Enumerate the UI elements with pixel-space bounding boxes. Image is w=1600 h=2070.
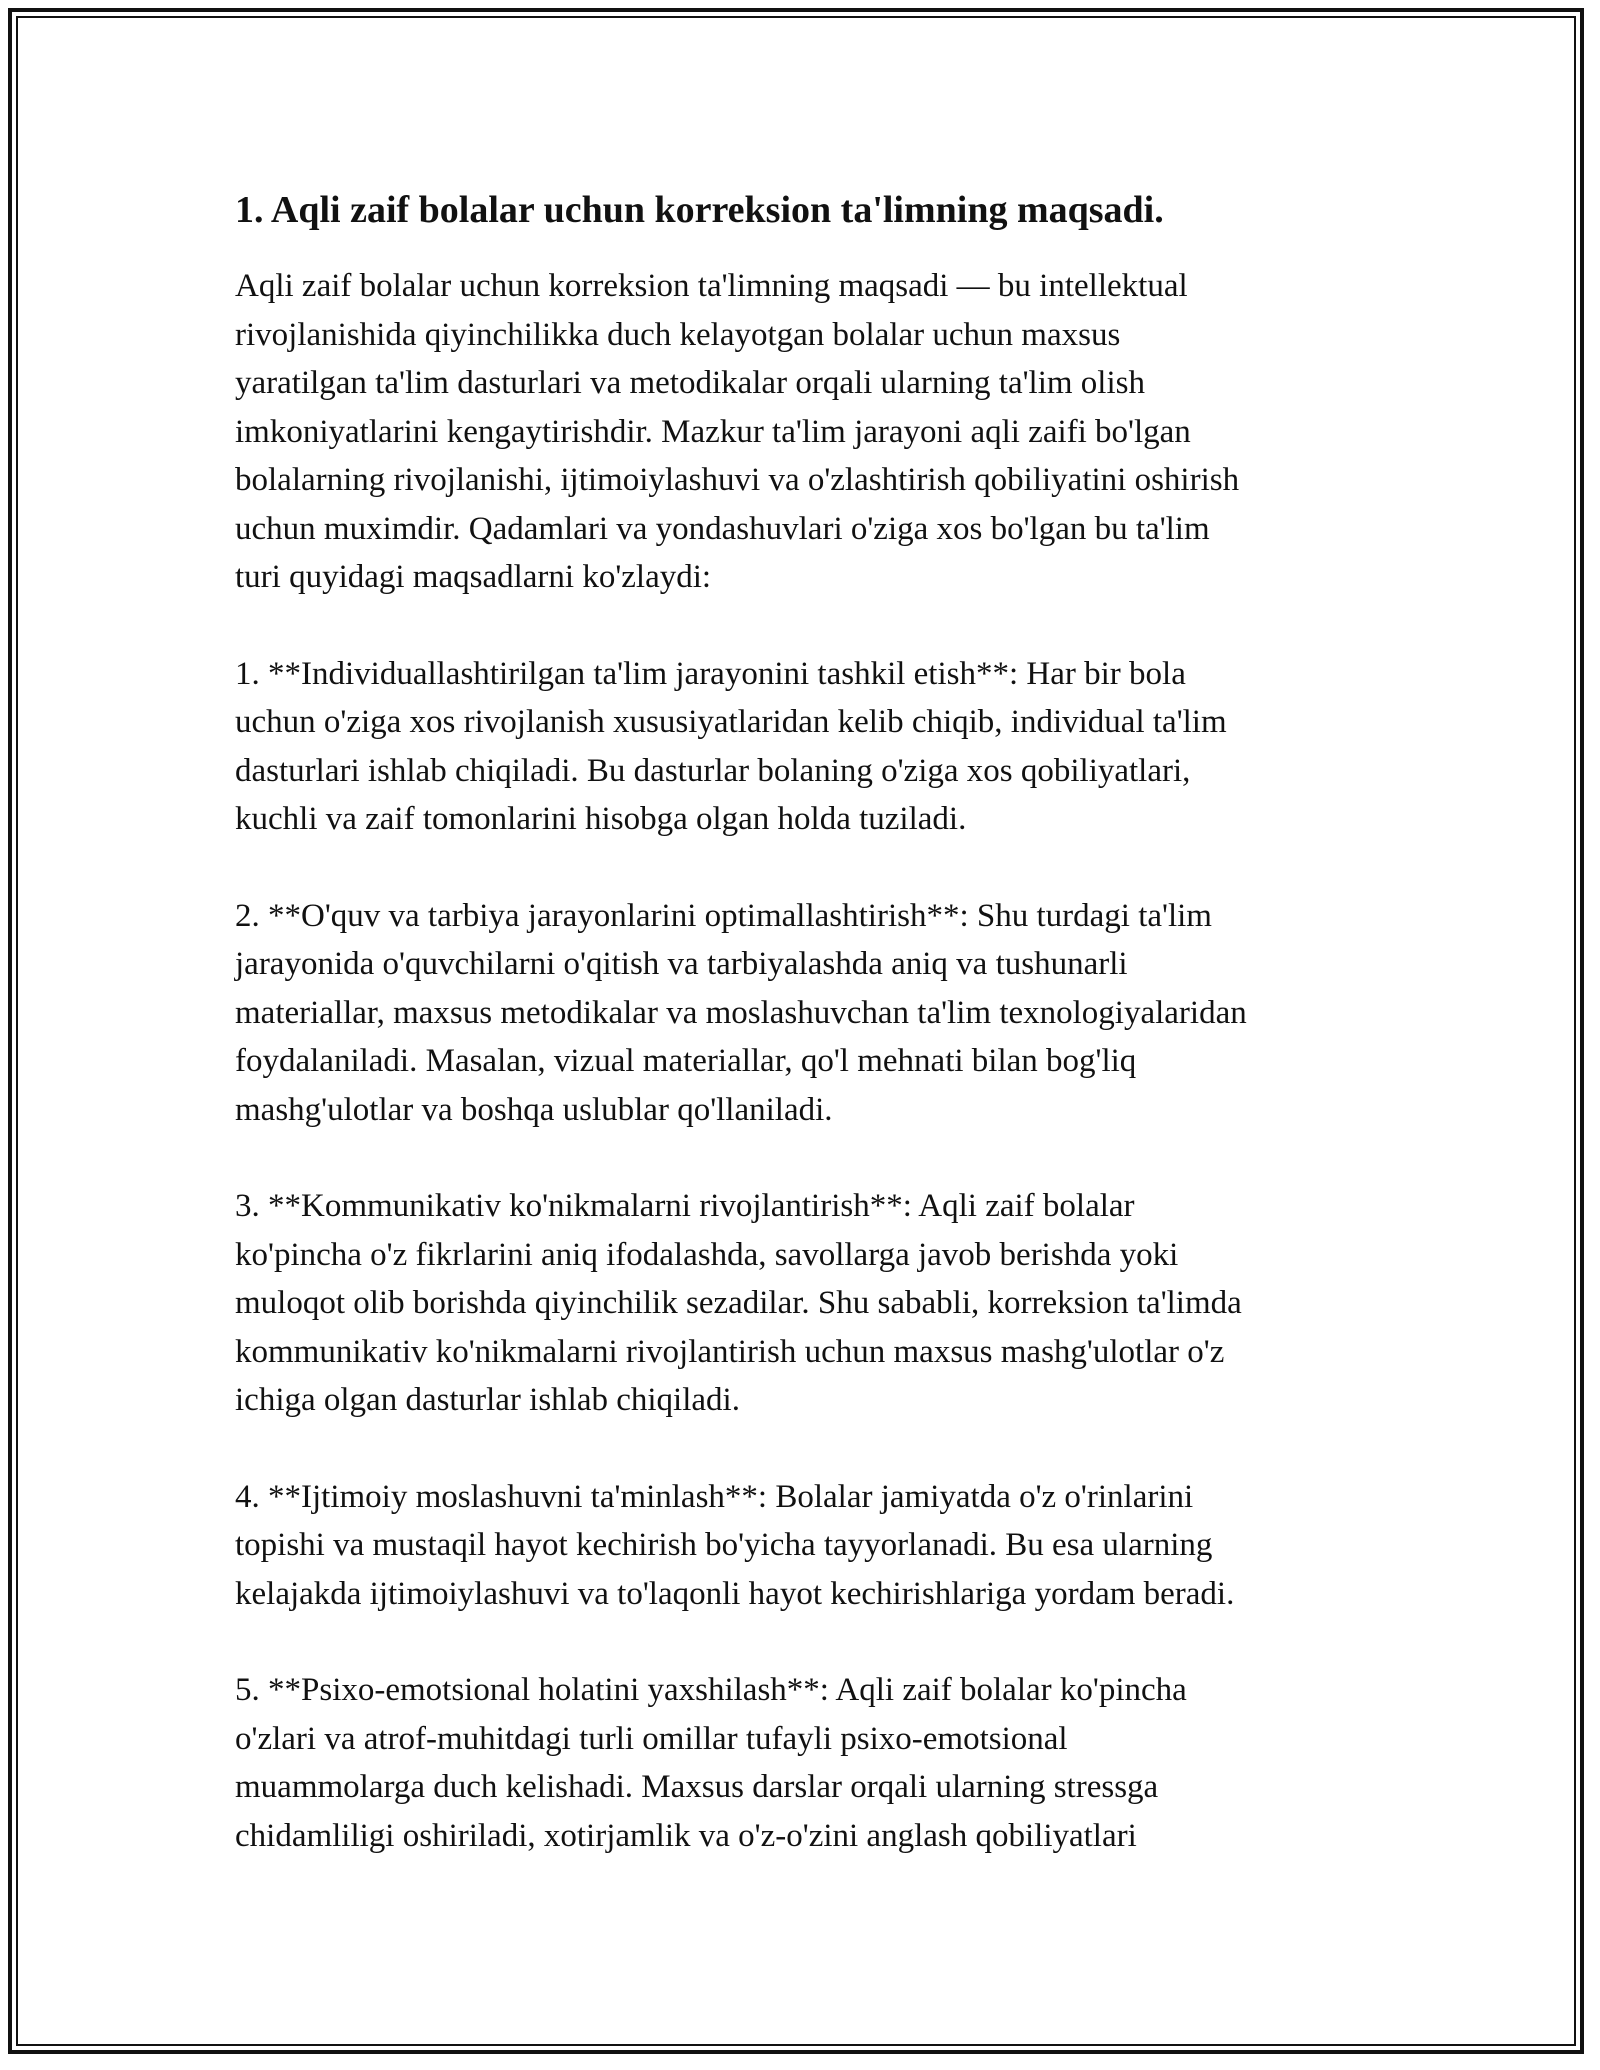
document-body (235, 186, 1385, 1908)
list-item-5: 5. **Psixo-emotsional holatini yaxshilash**: Aqli zaif bolalar ko'pincha o'zlari va atrof-muhitdagi turli omillar tufayli psixo-emotsional muammolarga duch kelishadi. Maxsus darslar orqali ularning stressga chidamliligi oshiriladi, xotirjamlik va o'z-o'zini anglash qobiliyatlari (235, 1672, 1187, 1854)
list-item-2: 2. **O'quv va tarbiya jarayonlarini optimallashtirish**: Shu turdagi ta'lim jarayonida o'quvchilarni o'qitish va tarbiyalashda aniq va tushunarli materiallar, maxsus metodikalar va moslashuvchan ta'lim texnologiyalaridan foydalaniladi. Masalan, vizual materiallar, qo'l mehnati bilan bog'liq mashg'ulotlar va boshqa uslublar qo'llaniladi. (235, 897, 1247, 1128)
document-heading: 1. Aqli zaif bolalar uchun korreksion ta'limning maqsadi. (235, 189, 1164, 231)
list-item-1: 1. **Individuallashtirilgan ta'lim jarayonini tashkil etish**: Har bir bola uchun o'ziga xos rivojlanish xususiyatlaridan kelib chiqib, individual ta'lim dasturlari ishlab chiqiladi. Bu dasturlar bolaning o'ziga xos qobiliyatlari, kuchli va zaif tomonlarini hisobga olgan holda tuziladi. (235, 655, 1227, 837)
list-item-4: 4. **Ijtimoiy moslashuvni ta'minlash**: Bolalar jamiyatda o'z o'rinlarini topishi va mustaqil hayot kechirish bo'yicha tayyorlanadi. Bu esa ularning kelajakda ijtimoiylashuvi va to'laqonli hayot kechirishlariga yordam beradi. (235, 1478, 1235, 1612)
intro-paragraph: Aqli zaif bolalar uchun korreksion ta'limning maqsadi — bu intellektual rivojlanishida qiyinchilikka duch kelayotgan bolalar uchun maxsus yaratilgan ta'lim dasturlari va metodikalar orqali ularning ta'lim olish imkoniyatlarini kengaytirishdir. Mazkur ta'lim jarayoni aqli zaifi bo'lgan bolalarning rivojlanishi, ijtimoiylashuvi va o'zlashtirish qobiliyatini oshirish uchun muximdir. Qadamlari va yondashuvlari o'ziga xos bo'lgan bu ta'lim turi quyidagi maqsadlarni ko'zlaydi: (235, 268, 1240, 595)
list-item-3: 3. **Kommunikativ ko'nikmalarni rivojlantirish**: Aqli zaif bolalar ko'pincha o'z fikrlarini aniq ifodalashda, savollarga javob berishda yoki muloqot olib borishda qiyinchilik sezadilar. Shu sababli, korreksion ta'limda kommunikativ ko'nikmalarni rivojlantirish uchun maxsus mashg'ulotlar o'z ichiga olgan dasturlar ishlab chiqiladi. (235, 1188, 1242, 1418)
